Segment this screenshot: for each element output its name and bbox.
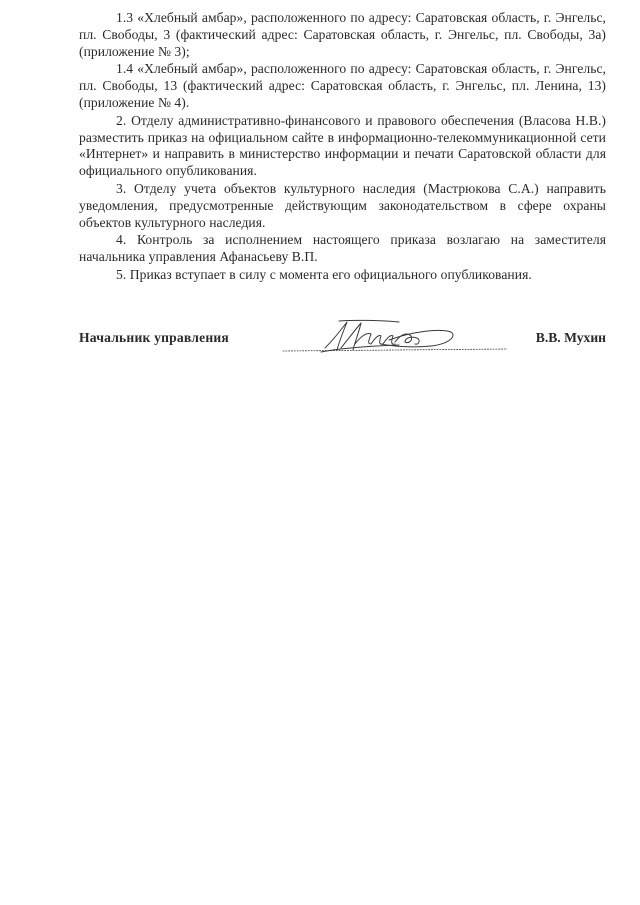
paragraph-1-4: 1.4 «Хлебный амбар», расположенного по адресу: Саратовская область, г. Энгельс, пл. Свободы, 13 (фактический адрес: Саратовская область, г. Энгельс, пл. Ленина, 13) (приложение № 4). [79,61,606,110]
paragraph-1-3: 1.3 «Хлебный амбар», расположенного по адресу: Саратовская область, г. Энгельс, пл. Свободы, 3 (фактический адрес: Саратовская область, г. Энгельс, пл. Свободы, 3а) (приложение № 3); [79,10,606,59]
signatory-position: Начальник управления [79,330,229,345]
paragraph-3: 3. Отделу учета объектов культурного наследия (Мастрюкова С.А.) направить уведомления, предусмотренные действующим законодательством в сфере охраны объектов культурного наследия. [79,180,606,230]
document-body [79,10,606,285]
signature-block [79,318,606,362]
paragraph-4: 4. Контроль за исполнением настоящего приказа возлагаю на заместителя начальника управления Афанасьеву В.П. [79,232,606,265]
paragraph-5: 5. Приказ вступает в силу с момента его официального опубликования. [116,266,532,282]
paragraph-2: 2. Отделу административно-финансового и правового обеспечения (Власова Н.В.) разместить приказ на официальном сайте в информационно-телекоммуникационной сети «Интернет» и направить в министерство информации и печати Саратовской области для официального опубликования. [79,112,606,179]
signatory-name: В.В. Мухин [535,330,606,345]
handwritten-signature-icon [281,318,511,358]
